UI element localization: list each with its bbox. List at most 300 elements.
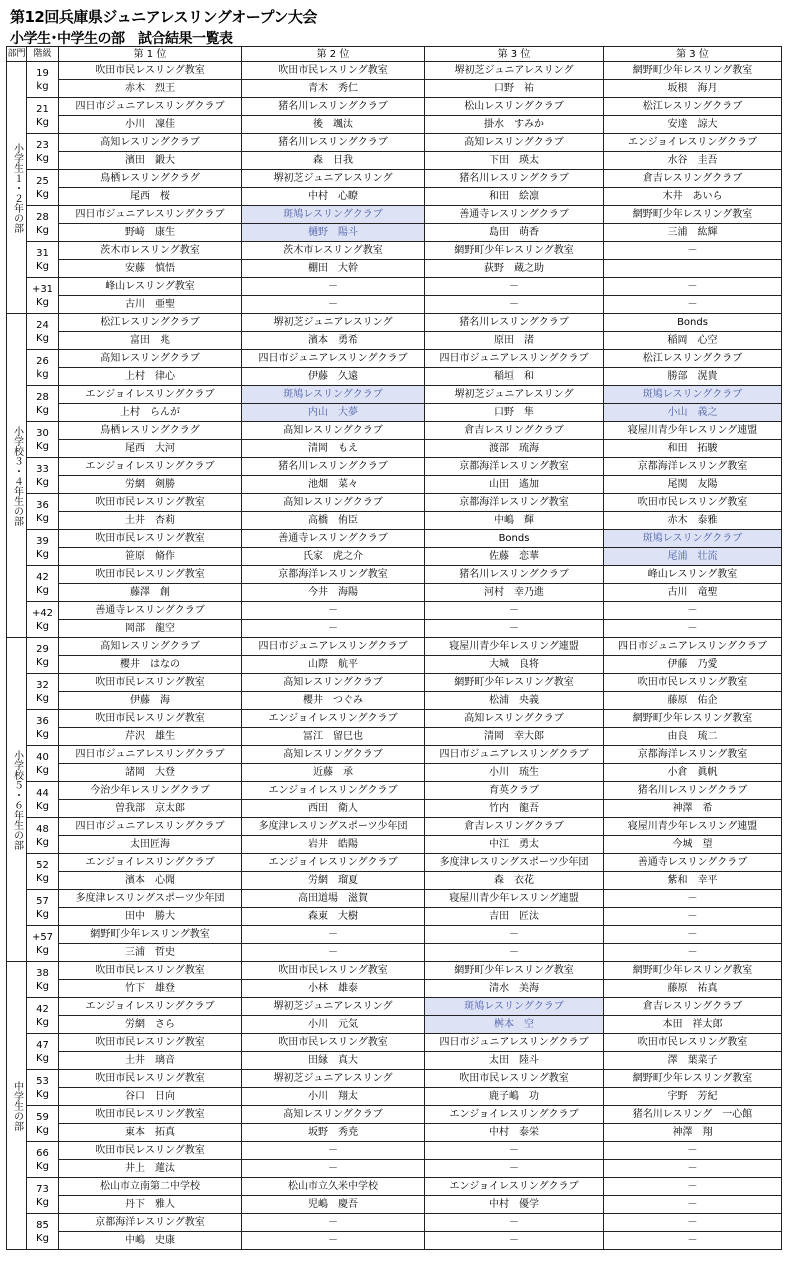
- athlete-second: 後 颯汰: [242, 116, 425, 134]
- weight-number: 21: [36, 103, 49, 115]
- athlete-third-a: 山田 遙加: [425, 476, 604, 494]
- athlete-third-b: －: [604, 296, 782, 314]
- club-second: －: [242, 278, 425, 296]
- athlete-third-a: 荻野 蔵之助: [425, 260, 604, 278]
- table-row: [7, 818, 782, 836]
- club-third-b: －: [604, 602, 782, 620]
- athlete-second: 小川 翔太: [242, 1088, 425, 1106]
- club-second: 猪名川レスリングクラブ: [242, 98, 425, 116]
- athlete-first: 濱田 鍛大: [59, 152, 242, 170]
- athlete-first: 土井 璃音: [59, 1052, 242, 1070]
- athlete-third-b: 尾浦 壮流: [604, 548, 782, 566]
- athlete-second: 児嶋 慶吾: [242, 1196, 425, 1214]
- weight-unit: Kg: [36, 764, 49, 776]
- weight-unit: Kg: [36, 476, 49, 488]
- club-third-a: エンジョイレスリングクラブ: [425, 1106, 604, 1124]
- table-row: [7, 476, 782, 494]
- athlete-second: 小林 雄泰: [242, 980, 425, 998]
- weight-number: 32: [36, 679, 49, 691]
- club-first: 吹田市民レスリング教室: [59, 710, 242, 728]
- club-third-a: 斑鳩レスリングクラブ: [425, 998, 604, 1016]
- weight-unit: Kg: [36, 620, 49, 632]
- weight-number: 73: [36, 1183, 49, 1195]
- table-row: [7, 656, 782, 674]
- athlete-third-a: 森 衣花: [425, 872, 604, 890]
- athlete-third-b: 藤原 祐真: [604, 980, 782, 998]
- athlete-first: 三浦 哲史: [59, 944, 242, 962]
- table-row: [7, 908, 782, 926]
- weight-number: 26: [36, 355, 49, 367]
- results-body: [7, 62, 782, 1250]
- weight-class: [27, 422, 59, 458]
- weight-number: 29: [36, 643, 49, 655]
- table-row: [7, 386, 782, 404]
- club-third-a: 京都海洋レスリング教室: [425, 494, 604, 512]
- club-first: 善通寺レスリングクラブ: [59, 602, 242, 620]
- weight-number: 40: [36, 751, 49, 763]
- club-first: 吹田市民レスリング教室: [59, 1142, 242, 1160]
- table-row: [7, 440, 782, 458]
- weight-class: [27, 890, 59, 926]
- club-first: 吹田市民レスリング教室: [59, 62, 242, 80]
- weight-unit: Kg: [36, 260, 49, 272]
- athlete-third-a: 口野 祐: [425, 80, 604, 98]
- table-row: [7, 836, 782, 854]
- athlete-second: 高橋 侑臣: [242, 512, 425, 530]
- athlete-third-b: [604, 260, 782, 278]
- weight-class: [27, 1034, 59, 1070]
- table-row: [7, 1106, 782, 1124]
- weight-class: [27, 782, 59, 818]
- weight-unit: Kg: [36, 1088, 49, 1100]
- athlete-first: 土井 杏莉: [59, 512, 242, 530]
- table-row: [7, 260, 782, 278]
- weight-class: [27, 926, 59, 962]
- athlete-first: 伊藤 海: [59, 692, 242, 710]
- club-third-b: 善通寺レスリングクラブ: [604, 854, 782, 872]
- table-row: [7, 512, 782, 530]
- table-row: [7, 98, 782, 116]
- weight-class: [27, 854, 59, 890]
- club-second: 茨木市レスリング教室: [242, 242, 425, 260]
- table-row: [7, 548, 782, 566]
- athlete-third-b: 澤 葉菜子: [604, 1052, 782, 1070]
- club-third-b: 倉吉レスリングクラブ: [604, 170, 782, 188]
- athlete-first: 中嶋 史康: [59, 1232, 242, 1250]
- club-second: 堺初芝ジュニアレスリング: [242, 998, 425, 1016]
- weight-unit: Kg: [36, 908, 49, 920]
- table-row: [7, 566, 782, 584]
- club-third-a: 寝屋川青少年レスリング連盟: [425, 638, 604, 656]
- athlete-third-a: 大城 良将: [425, 656, 604, 674]
- table-row: [7, 728, 782, 746]
- header-row: [7, 47, 782, 62]
- athlete-second: －: [242, 1160, 425, 1178]
- athlete-first: 丹下 雅人: [59, 1196, 242, 1214]
- athlete-third-b: 本田 祥太郎: [604, 1016, 782, 1034]
- table-row: [7, 584, 782, 602]
- club-second: 堺初芝ジュニアレスリング: [242, 1070, 425, 1088]
- weight-number: 25: [36, 175, 49, 187]
- athlete-third-b: 三浦 紘輝: [604, 224, 782, 242]
- club-third-a: 吹田市民レスリング教室: [425, 1070, 604, 1088]
- club-third-b: 網野町少年レスリング教室: [604, 962, 782, 980]
- weight-class: [27, 602, 59, 638]
- athlete-first: 東本 拓真: [59, 1124, 242, 1142]
- weight-number: 24: [36, 319, 49, 331]
- club-third-a: －: [425, 602, 604, 620]
- club-first: 四日市ジュニアレスリングクラブ: [59, 818, 242, 836]
- club-first: 吹田市民レスリング教室: [59, 494, 242, 512]
- weight-class: [27, 278, 59, 314]
- club-second: 四日市ジュニアレスリングクラブ: [242, 638, 425, 656]
- athlete-second: 小川 元気: [242, 1016, 425, 1034]
- weight-class: [27, 386, 59, 422]
- club-third-a: 堺初芝ジュニアレスリング: [425, 386, 604, 404]
- table-row: [7, 620, 782, 638]
- club-third-b: 猪名川レスリングクラブ: [604, 782, 782, 800]
- table-row: [7, 1034, 782, 1052]
- table-row: [7, 1196, 782, 1214]
- table-row: [7, 854, 782, 872]
- weight-class: [27, 170, 59, 206]
- club-third-b: 猪名川レスリング 一心館: [604, 1106, 782, 1124]
- club-third-b: 斑鳩レスリングクラブ: [604, 530, 782, 548]
- club-second: 吹田市民レスリング教室: [242, 62, 425, 80]
- club-third-a: 堺初芝ジュニアレスリング: [425, 62, 604, 80]
- club-third-b: Bonds: [604, 314, 782, 332]
- table-row: [7, 800, 782, 818]
- club-second: 四日市ジュニアレスリングクラブ: [242, 350, 425, 368]
- weight-number: 38: [36, 967, 49, 979]
- athlete-first: 曽我部 京太郎: [59, 800, 242, 818]
- weight-class: [27, 638, 59, 674]
- weight-class: [27, 494, 59, 530]
- division-label: 中学生の部: [7, 962, 27, 1250]
- results-table: [6, 46, 782, 1250]
- club-first: 京都海洋レスリング教室: [59, 1214, 242, 1232]
- athlete-second: －: [242, 1232, 425, 1250]
- club-second: 京都海洋レスリング教室: [242, 566, 425, 584]
- club-second: 吹田市民レスリング教室: [242, 1034, 425, 1052]
- club-first: エンジョイレスリングクラブ: [59, 386, 242, 404]
- header-weight: 階級: [27, 47, 59, 62]
- athlete-second: －: [242, 620, 425, 638]
- athlete-third-b: －: [604, 944, 782, 962]
- header-third-a: 第 3 位: [425, 47, 604, 62]
- table-row: [7, 782, 782, 800]
- club-second: 高田道場 滋賀: [242, 890, 425, 908]
- club-third-a: エンジョイレスリングクラブ: [425, 1178, 604, 1196]
- athlete-third-a: 中村 泰栄: [425, 1124, 604, 1142]
- athlete-third-b: 稲岡 心空: [604, 332, 782, 350]
- table-row: [7, 872, 782, 890]
- club-second: 多度津レスリングスポーツ少年団: [242, 818, 425, 836]
- athlete-first: 笹原 脩作: [59, 548, 242, 566]
- weight-unit: Kg: [36, 872, 49, 884]
- athlete-second: 青木 秀仁: [242, 80, 425, 98]
- athlete-third-b: －: [604, 908, 782, 926]
- table-row: [7, 1232, 782, 1250]
- club-third-b: 網野町少年レスリング教室: [604, 62, 782, 80]
- table-row: [7, 80, 782, 98]
- club-third-a: 猪名川レスリングクラブ: [425, 314, 604, 332]
- club-second: －: [242, 1214, 425, 1232]
- athlete-second: 棚田 大幹: [242, 260, 425, 278]
- weight-number: 44: [36, 787, 49, 799]
- club-first: 四日市ジュニアレスリングクラブ: [59, 746, 242, 764]
- athlete-third-b: 勝部 滉貴: [604, 368, 782, 386]
- athlete-third-a: 竹内 龍吾: [425, 800, 604, 818]
- athlete-first: 竹下 雄登: [59, 980, 242, 998]
- table-row: [7, 1214, 782, 1232]
- weight-number: 19: [36, 67, 49, 79]
- weight-number: 36: [36, 715, 49, 727]
- table-row: [7, 890, 782, 908]
- club-third-a: 高知レスリングクラブ: [425, 134, 604, 152]
- club-third-a: 京都海洋レスリング教室: [425, 458, 604, 476]
- club-third-a: 倉吉レスリングクラブ: [425, 422, 604, 440]
- weight-class: [27, 62, 59, 98]
- table-row: [7, 1088, 782, 1106]
- athlete-first: 富田 兆: [59, 332, 242, 350]
- athlete-third-b: 坂根 海月: [604, 80, 782, 98]
- division-label: 小学校５・６年生の部: [7, 638, 27, 962]
- club-first: 鳥栖レスリングクラグ: [59, 422, 242, 440]
- weight-unit: kg: [36, 80, 49, 92]
- table-row: [7, 368, 782, 386]
- athlete-third-b: －: [604, 620, 782, 638]
- club-third-b: 網野町少年レスリング教室: [604, 206, 782, 224]
- weight-class: [27, 818, 59, 854]
- weight-number: 66: [36, 1147, 49, 1159]
- division-label: 小学生１・２年の部: [7, 62, 27, 314]
- page-title: 第12回兵庫県ジュニアレスリングオープン大会: [10, 8, 317, 26]
- club-third-b: －: [604, 1178, 782, 1196]
- club-third-a: －: [425, 926, 604, 944]
- club-first: 吹田市民レスリング教室: [59, 1034, 242, 1052]
- athlete-first: 濱本 心聞: [59, 872, 242, 890]
- athlete-first: 櫻井 はなの: [59, 656, 242, 674]
- weight-class: [27, 1070, 59, 1106]
- athlete-third-a: 下田 瑛太: [425, 152, 604, 170]
- weight-number: 47: [36, 1039, 49, 1051]
- club-third-a: 猪名川レスリングクラブ: [425, 170, 604, 188]
- club-third-a: 善通寺レスリングクラブ: [425, 206, 604, 224]
- club-second: 猪名川レスリングクラブ: [242, 134, 425, 152]
- athlete-first: 芹沢 雄生: [59, 728, 242, 746]
- club-third-b: －: [604, 1214, 782, 1232]
- header-first: 第 1 位: [59, 47, 242, 62]
- athlete-third-a: 口野 隼: [425, 404, 604, 422]
- weight-number: 23: [36, 139, 49, 151]
- table-row: [7, 152, 782, 170]
- athlete-first: 小川 凜佳: [59, 116, 242, 134]
- weight-number: 57: [36, 895, 49, 907]
- table-row: [7, 692, 782, 710]
- club-third-b: 倉吉レスリングクラブ: [604, 998, 782, 1016]
- club-first: 四日市ジュニアレスリングクラブ: [59, 206, 242, 224]
- athlete-second: －: [242, 944, 425, 962]
- weight-unit: Kg: [36, 800, 49, 812]
- athlete-third-a: 中江 勇太: [425, 836, 604, 854]
- club-first: 松山市立南第二中学校: [59, 1178, 242, 1196]
- club-first: 四日市ジュニアレスリングクラブ: [59, 98, 242, 116]
- athlete-third-b: 今城 望: [604, 836, 782, 854]
- weight-number: 39: [36, 535, 49, 547]
- club-second: 斑鳩レスリングクラブ: [242, 386, 425, 404]
- athlete-second: 清岡 もえ: [242, 440, 425, 458]
- athlete-first: 古川 亜聖: [59, 296, 242, 314]
- athlete-second: 池畑 菜々: [242, 476, 425, 494]
- athlete-third-b: －: [604, 1232, 782, 1250]
- athlete-third-a: －: [425, 944, 604, 962]
- athlete-third-a: 桝本 空: [425, 1016, 604, 1034]
- weight-number: 52: [36, 859, 49, 871]
- weight-class: [27, 566, 59, 602]
- weight-class: [27, 134, 59, 170]
- club-first: 茨木市レスリング教室: [59, 242, 242, 260]
- athlete-third-a: 河村 幸乃進: [425, 584, 604, 602]
- club-first: エンジョイレスリングクラブ: [59, 854, 242, 872]
- table-row: [7, 962, 782, 980]
- weight-number: 48: [36, 823, 49, 835]
- weight-class: [27, 962, 59, 998]
- athlete-second: 近藤 承: [242, 764, 425, 782]
- club-third-b: 吹田市民レスリング教室: [604, 1034, 782, 1052]
- weight-class: [27, 242, 59, 278]
- athlete-second: 森 日我: [242, 152, 425, 170]
- club-second: 高知レスリングクラブ: [242, 494, 425, 512]
- athlete-first: 野﨑 康生: [59, 224, 242, 242]
- club-third-a: 四日市ジュニアレスリングクラブ: [425, 1034, 604, 1052]
- table-row: [7, 404, 782, 422]
- table-row: [7, 1160, 782, 1178]
- club-third-b: 松江レスリングクラブ: [604, 350, 782, 368]
- club-second: 堺初芝ジュニアレスリング: [242, 314, 425, 332]
- weight-number: 28: [36, 211, 49, 223]
- club-third-b: －: [604, 278, 782, 296]
- athlete-second: 今井 海陽: [242, 584, 425, 602]
- club-first: エンジョイレスリングクラブ: [59, 998, 242, 1016]
- athlete-third-b: －: [604, 1160, 782, 1178]
- table-row: [7, 1052, 782, 1070]
- athlete-third-b: －: [604, 1196, 782, 1214]
- athlete-second: 樋野 陽斗: [242, 224, 425, 242]
- club-first: 今治少年レスリングクラブ: [59, 782, 242, 800]
- weight-class: [27, 1178, 59, 1214]
- club-third-a: 倉吉レスリングクラブ: [425, 818, 604, 836]
- club-third-a: 四日市ジュニアレスリングクラブ: [425, 746, 604, 764]
- club-second: 高知レスリングクラブ: [242, 1106, 425, 1124]
- club-third-a: 網野町少年レスリング教室: [425, 674, 604, 692]
- table-row: [7, 116, 782, 134]
- athlete-second: 岩井 皓陽: [242, 836, 425, 854]
- athlete-first: 上村 らんが: [59, 404, 242, 422]
- weight-unit: Kg: [36, 1016, 49, 1028]
- weight-unit: Kg: [36, 1124, 49, 1136]
- club-third-b: －: [604, 1142, 782, 1160]
- club-second: －: [242, 602, 425, 620]
- weight-class: [27, 1106, 59, 1142]
- club-first: 鳥栖レスリングクラグ: [59, 170, 242, 188]
- club-first: エンジョイレスリングクラブ: [59, 458, 242, 476]
- table-row: [7, 1178, 782, 1196]
- weight-class: [27, 206, 59, 242]
- weight-unit: Kg: [36, 548, 49, 560]
- club-second: －: [242, 1142, 425, 1160]
- weight-class: [27, 1214, 59, 1250]
- athlete-second: 濱本 勇希: [242, 332, 425, 350]
- club-third-b: 峰山レスリング教室: [604, 566, 782, 584]
- weight-class: [27, 530, 59, 566]
- table-row: [7, 350, 782, 368]
- weight-unit: Kg: [36, 1160, 49, 1172]
- weight-class: [27, 458, 59, 494]
- club-second: 高知レスリングクラブ: [242, 746, 425, 764]
- athlete-second: 伊藤 久遠: [242, 368, 425, 386]
- athlete-third-a: 太田 陸斗: [425, 1052, 604, 1070]
- table-row: [7, 188, 782, 206]
- athlete-third-a: 島田 萌香: [425, 224, 604, 242]
- page-subtitle: 小学生･中学生の部 試合結果一覧表: [10, 31, 233, 47]
- athlete-second: 山際 航平: [242, 656, 425, 674]
- athlete-first: 太田匠海: [59, 836, 242, 854]
- club-second: エンジョイレスリングクラブ: [242, 854, 425, 872]
- athlete-second: 氏家 虎之介: [242, 548, 425, 566]
- table-row: [7, 926, 782, 944]
- club-first: 峰山レスリング教室: [59, 278, 242, 296]
- division-label: 小学校３・４年生の部: [7, 314, 27, 638]
- athlete-first: 諸岡 大登: [59, 764, 242, 782]
- athlete-first: 赤木 烈王: [59, 80, 242, 98]
- club-first: 吹田市民レスリング教室: [59, 530, 242, 548]
- club-third-a: 育英クラブ: [425, 782, 604, 800]
- club-second: 高知レスリングクラブ: [242, 422, 425, 440]
- table-row: [7, 674, 782, 692]
- weight-number: 33: [36, 463, 49, 475]
- club-third-a: Bonds: [425, 530, 604, 548]
- club-third-a: 寝屋川青少年レスリング連盟: [425, 890, 604, 908]
- table-row: [7, 998, 782, 1016]
- athlete-third-b: 安達 諒大: [604, 116, 782, 134]
- athlete-second: 森東 大樹: [242, 908, 425, 926]
- club-third-b: －: [604, 926, 782, 944]
- club-third-b: 網野町少年レスリング教室: [604, 710, 782, 728]
- athlete-first: 尾西 大河: [59, 440, 242, 458]
- weight-number: 28: [36, 391, 49, 403]
- header-second: 第 2 位: [242, 47, 425, 62]
- club-second: 松山市立久米中学校: [242, 1178, 425, 1196]
- club-third-b: 京都海洋レスリング教室: [604, 746, 782, 764]
- table-row: [7, 242, 782, 260]
- athlete-third-a: 渡部 琉海: [425, 440, 604, 458]
- club-third-a: 網野町少年レスリング教室: [425, 962, 604, 980]
- athlete-second: 西田 衛人: [242, 800, 425, 818]
- athlete-third-a: 松浦 央義: [425, 692, 604, 710]
- weight-number: 30: [36, 427, 49, 439]
- weight-class: [27, 746, 59, 782]
- athlete-third-b: 和田 拓駿: [604, 440, 782, 458]
- weight-class: [27, 674, 59, 710]
- athlete-third-a: －: [425, 296, 604, 314]
- athlete-third-b: 水谷 圭吾: [604, 152, 782, 170]
- athlete-third-a: 掛水 すみか: [425, 116, 604, 134]
- club-second: 善通寺レスリングクラブ: [242, 530, 425, 548]
- club-third-b: －: [604, 890, 782, 908]
- club-third-a: 網野町少年レスリング教室: [425, 242, 604, 260]
- club-third-a: 高知レスリングクラブ: [425, 710, 604, 728]
